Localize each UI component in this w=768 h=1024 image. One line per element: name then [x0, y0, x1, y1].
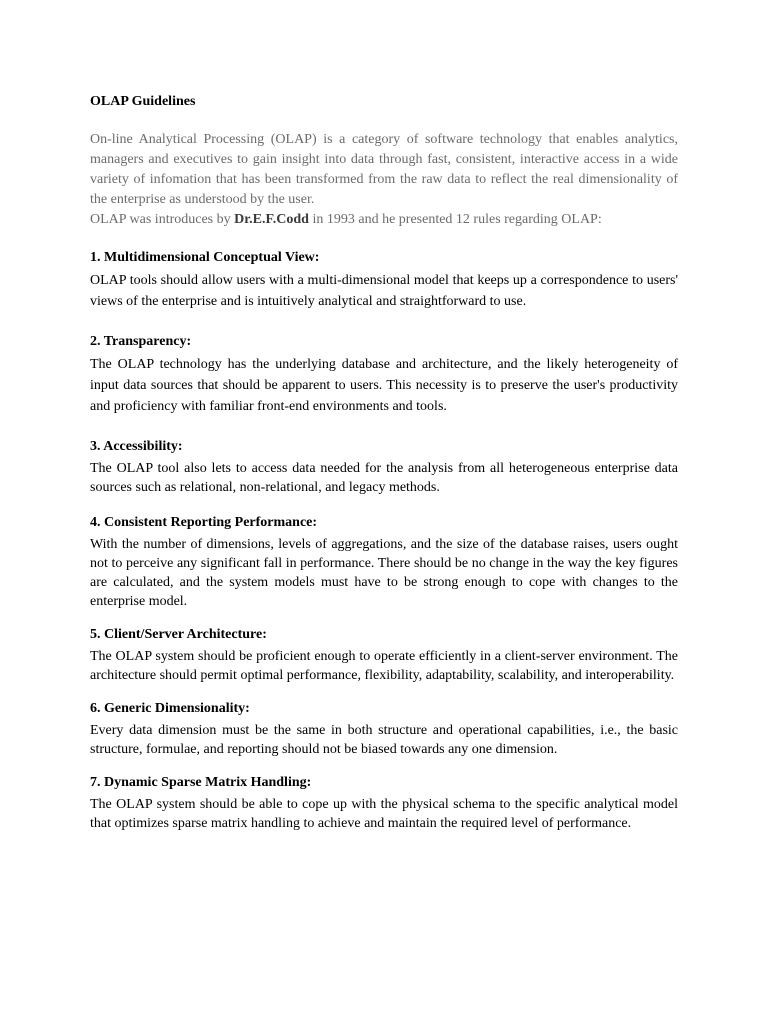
codd-name: Dr.E.F.Codd: [234, 212, 309, 227]
rule-heading: 3. Accessibility:: [90, 439, 183, 454]
intro-codd-line: [90, 210, 678, 230]
rule-section: [90, 513, 678, 611]
intro-codd-before: OLAP was introduces by: [90, 212, 235, 227]
rule-section: [90, 625, 678, 685]
rule-section: [90, 699, 678, 759]
rule-body: Every data dimension must be the same in both structure and operational capabilities, i.e., the basic structure, formulae, and reporting should not be biased towards any one dimension.: [90, 723, 678, 757]
rule-body: OLAP tools should allow users with a multi-dimensional model that keeps up a correspondence to users' views of the enterprise and is intuitively analytical and straightforward to use.: [90, 273, 678, 309]
rule-body: The OLAP system should be proficient enough to operate efficiently in a client-server environment. The architecture should permit optimal performance, flexibility, adaptability, scalability, and interoperability.: [90, 649, 678, 683]
rule-section: [90, 332, 678, 417]
rule-section: [90, 773, 678, 833]
rule-heading: 1. Multidimensional Conceptual View:: [90, 250, 320, 265]
rule-body: The OLAP tool also lets to access data needed for the analysis from all heterogeneous enterprise data sources such as relational, non-relational, and legacy methods.: [90, 461, 678, 495]
rule-body: The OLAP technology has the underlying database and architecture, and the likely heterogeneity of input data sources that should be apparent to users. This necessity is to preserve the user's productivity and proficiency with familiar front-end environments and tools.: [90, 357, 678, 414]
rule-heading: 2. Transparency:: [90, 334, 192, 349]
rule-heading: 7. Dynamic Sparse Matrix Handling:: [90, 775, 312, 790]
rule-heading: 6. Generic Dimensionality:: [90, 701, 250, 716]
rule-heading: 4. Consistent Reporting Performance:: [90, 515, 318, 530]
rule-body: With the number of dimensions, levels of aggregations, and the size of the database raises, users ought not to perceive any significant fall in performance. There should be no change in the way the key figures are calculated, and the system models must have to be strong enough to cope with changes to the enterprise model.: [90, 537, 678, 609]
rule-section: [90, 437, 678, 497]
rule-section: [90, 248, 678, 312]
document-page: [90, 92, 678, 847]
rule-heading: 5. Client/Server Architecture:: [90, 627, 267, 642]
document-title: OLAP Guidelines: [90, 94, 196, 109]
rule-body: The OLAP system should be able to cope up with the physical schema to the specific analytical model that optimizes sparse matrix handling to achieve and maintain the required level of performance.: [90, 797, 678, 831]
intro-codd-after: in 1993 and he presented 12 rules regarding OLAP:: [308, 212, 602, 227]
intro-paragraph: On-line Analytical Processing (OLAP) is a category of software technology that enables analytics, managers and executives to gain insight into data through fast, consistent, interactive access in a wide variety of infomation that has been transformed from the raw data to reflect the real dimensionality of the enterprise as understood by the user.: [90, 132, 678, 207]
